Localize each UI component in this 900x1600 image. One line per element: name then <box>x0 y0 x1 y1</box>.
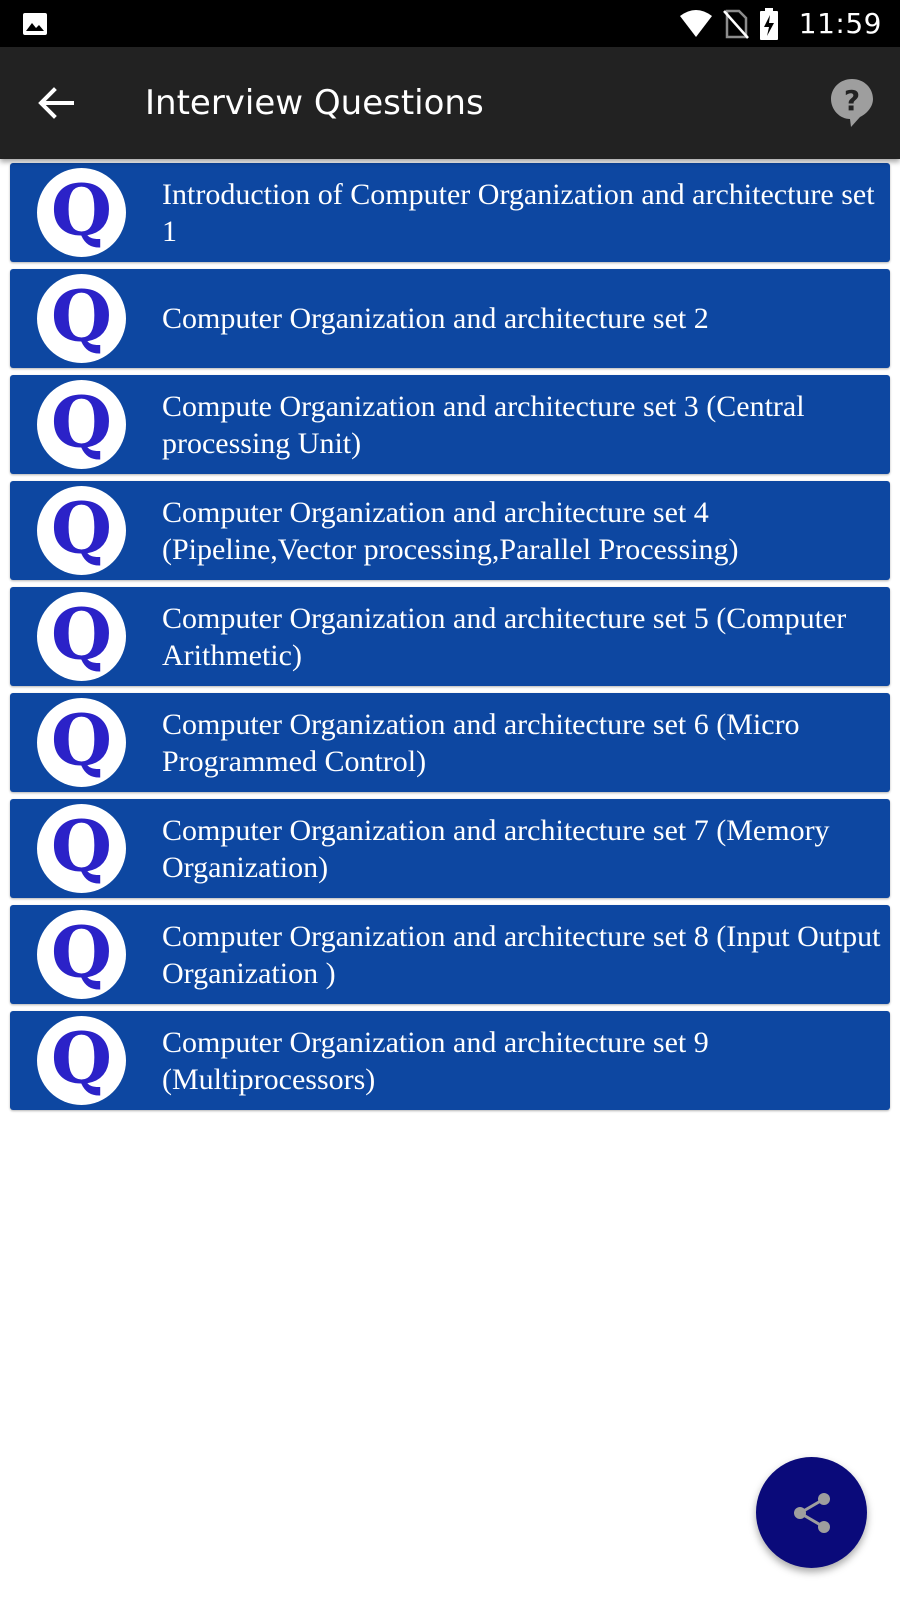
list-item-label: Compute Organization and architecture set 3 (Central processing Unit) <box>162 389 805 460</box>
q-icon: Q <box>37 698 126 787</box>
list-item-label: Computer Organization and architecture set 6 (Micro Programmed Control) <box>162 707 800 778</box>
wifi-icon <box>679 10 713 38</box>
svg-text:?: ? <box>843 84 861 117</box>
question-set-list <box>10 163 890 1117</box>
status-bar <box>0 0 900 47</box>
page-title: Interview Questions <box>145 83 484 123</box>
list-item[interactable] <box>10 905 890 1004</box>
q-icon: Q <box>37 380 126 469</box>
help-icon[interactable] <box>829 77 875 129</box>
clock: 11:59 <box>798 7 882 40</box>
battery-charging-icon <box>759 8 779 40</box>
q-icon: Q <box>37 274 126 363</box>
list-item[interactable] <box>10 587 890 686</box>
list-item[interactable] <box>10 693 890 792</box>
list-item-label: Introduction of Computer Organization and architecture set 1 <box>162 177 875 248</box>
list-item-label: Computer Organization and architecture set 9 (Multiprocessors) <box>162 1025 709 1096</box>
list-item[interactable] <box>10 799 890 898</box>
list-item-label: Computer Organization and architecture set 4 (Pipeline,Vector processing,Parallel Processing) <box>162 495 739 566</box>
list-item-label: Computer Organization and architecture set 5 (Computer Arithmetic) <box>162 601 847 672</box>
q-icon: Q <box>37 592 126 681</box>
app-bar <box>0 47 900 159</box>
arrow-back-icon[interactable] <box>36 83 76 123</box>
list-item[interactable] <box>10 163 890 262</box>
gallery-icon <box>22 12 48 36</box>
list-item-label: Computer Organization and architecture set 8 (Input Output Organization ) <box>162 919 881 990</box>
share-button[interactable] <box>756 1457 867 1568</box>
no-sim-icon <box>723 9 749 39</box>
list-item[interactable] <box>10 375 890 474</box>
share-icon <box>788 1489 836 1537</box>
q-icon: Q <box>37 486 126 575</box>
list-item[interactable] <box>10 1011 890 1110</box>
q-icon: Q <box>37 910 126 999</box>
list-item[interactable] <box>10 269 890 368</box>
list-item-label: Computer Organization and architecture set 7 (Memory Organization) <box>162 813 830 884</box>
list-item[interactable] <box>10 481 890 580</box>
q-icon: Q <box>37 168 126 257</box>
q-icon: Q <box>37 804 126 893</box>
q-icon: Q <box>37 1016 126 1105</box>
list-item-label: Computer Organization and architecture set 2 <box>162 302 709 335</box>
